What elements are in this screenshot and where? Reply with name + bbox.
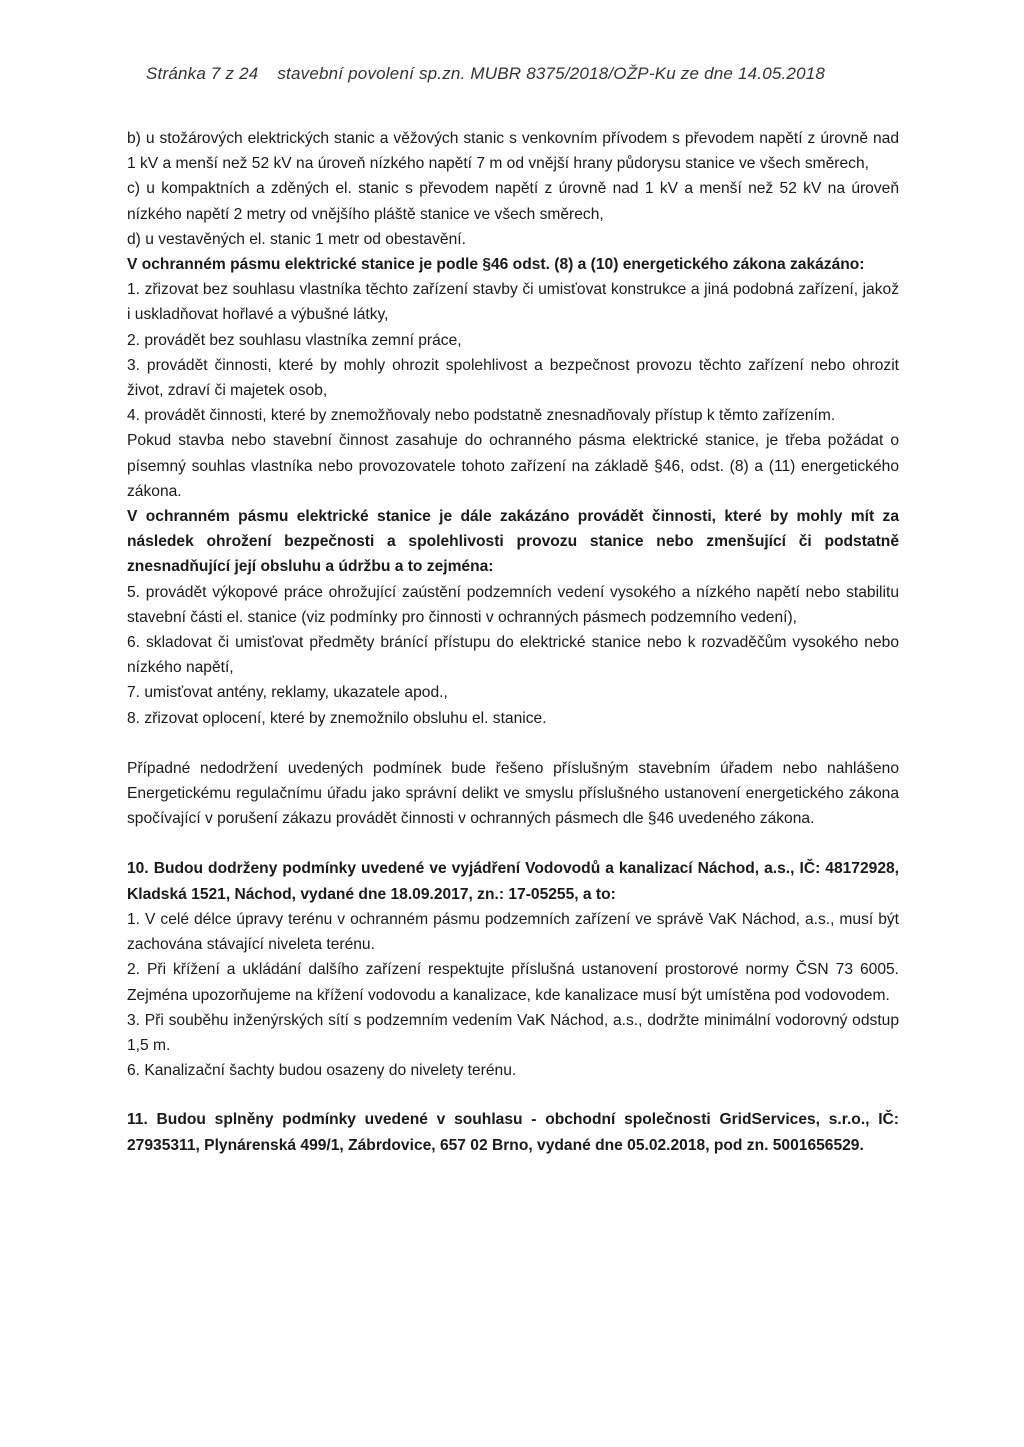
document-reference: stavební povolení sp.zn. MUBR 8375/2018/OŽP-Ku ze dne 14.05.2018 (277, 64, 826, 83)
prohibition-7: 7. umisťovat antény, reklamy, ukazatele apod., (127, 684, 448, 702)
prohibition-4: 4. provádět činnosti, které by znemožňovaly nebo podstatně znesnadňovaly přístup k těmto zařízením. (127, 407, 836, 425)
prohibition-1: 1. zřizovat bez souhlasu vlastníka těchto zařízení stavby či umisťovat konstrukce a jiná podobná zařízení, jakož i uskladňovat hořlavé a výbušné látky, (127, 281, 899, 324)
page-header (146, 64, 825, 84)
condition-d: d) u vestavěných el. stanic 1 metr od obestavění. (127, 230, 466, 248)
noncompliance-paragraph: Případné nedodržení uvedených podmínek bude řešeno příslušným stavebním úřadem nebo nahlášeno Energetickému regulačnímu úřadu jako správní delikt ve smyslu příslušného ustanovení energetického zákona spočívající v porušení zákazu provádět činnosti v ochranných pásmech dle §46 uvedeného zákona. (127, 759, 899, 828)
section-10-heading: 10. Budou dodrženy podmínky uvedené ve vyjádření Vodovodů a kanalizací Náchod, a.s., IČ: 48172928, Kladská 1521, Náchod, vydané dne 18.09.2017, zn.: 17-05255, a to: (127, 860, 899, 903)
prohibition-6: 6. skladovat či umisťovat předměty bránící přístupu do elektrické stanice nebo k rozvaděčům vysokého nebo nízkého napětí, (127, 634, 899, 677)
section-11-heading: 11. Budou splněny podmínky uvedené v souhlasu - obchodní společnosti GridServices, s.r.o., IČ: 27935311, Plynárenská 499/1, Zábrdovice, 657 02 Brno, vydané dne 05.02.2018, pod zn. 5001656529. (127, 1111, 899, 1154)
condition-c: c) u kompaktních a zděných el. stanic s převodem napětí z úrovně nad 1 kV a menší než 52 kV na úroveň nízkého napětí 2 metry od vnějšího pláště stanice ve všech směrech, (127, 180, 899, 223)
prohibited-heading: V ochranném pásmu elektrické stanice je podle §46 odst. (8) a (10) energetického zákona zakázáno: (127, 256, 865, 274)
document-body (127, 126, 899, 1158)
section-10-item-3: 3. Při souběhu inženýrských sítí s podzemním vedením VaK Náchod, a.s., dodržte minimální vodorovný odstup 1,5 m. (127, 1011, 899, 1054)
further-prohibited-heading: V ochranném pásmu elektrické stanice je dále zakázáno provádět činnosti, které by mohly mít za následek ohrožení bezpečnosti a spolehlivosti provozu stanice nebo zmenšující či podstatně znesnadňující její obsluhu a údržbu a to zejména: (127, 508, 899, 576)
prohibition-3: 3. provádět činnosti, které by mohly ohrozit spolehlivost a bezpečnost provozu těchto zařízení nebo ohrozit život, zdraví či majetek osob, (127, 356, 899, 400)
section-10-item-2: 2. Při křížení a ukládání dalšího zařízení respektujte příslušná ustanovení prostorové normy ČSN 73 6005. Zejména upozorňujeme na křížení vodovodu a kanalizace, kde kanalizace musí být umístěna pod vodovodem. (127, 961, 899, 1004)
prohibition-2: 2. provádět bez souhlasu vlastníka zemní práce, (127, 331, 462, 349)
page-number: Stránka 7 z 24 (146, 64, 259, 83)
section-10-item-6: 6. Kanalizační šachty budou osazeny do nivelety terénu. (127, 1062, 517, 1080)
section-10-item-1: 1. V celé délce úpravy terénu v ochranném pásmu podzemních zařízení ve správě VaK Náchod, a.s., musí být zachována stávající niveleta terénu. (127, 910, 899, 954)
condition-b: b) u stožárových elektrických stanic a věžových stanic s venkovním přívodem s převodem napětí z úrovně nad 1 kV a menší než 52 kV na úroveň nízkého napětí 7 m od vnější hrany půdorysu stanice ve všech směrech, (127, 130, 899, 173)
consent-paragraph: Pokud stavba nebo stavební činnost zasahuje do ochranného pásma elektrické stanice, je třeba požádat o písemný souhlas vlastníka nebo provozovatele tohoto zařízení na základě §46, odst. (8) a (11) energetického zákona. (127, 432, 899, 500)
prohibition-5: 5. provádět výkopové práce ohrožující zaústění podzemních vedení vysokého a nízkého napětí nebo stabilitu stavební části el. stanice (viz podmínky pro činnosti v ochranných pásmech podzemního vedení), (127, 583, 899, 626)
prohibition-8: 8. zřizovat oplocení, které by znemožnilo obsluhu el. stanice. (127, 709, 547, 727)
